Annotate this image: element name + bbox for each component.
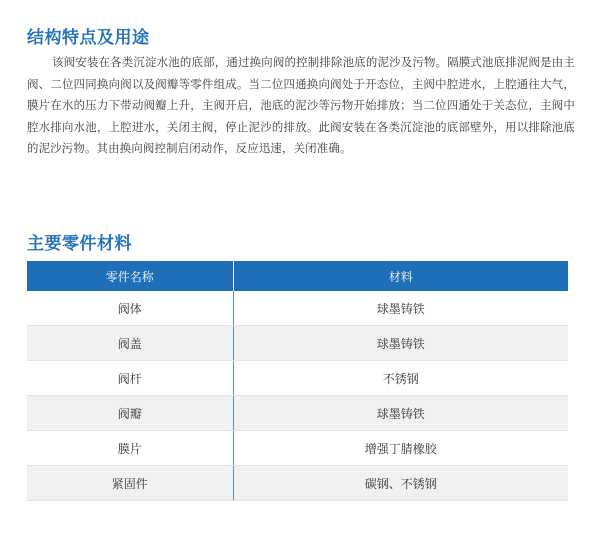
column-header-material: 材料 xyxy=(233,261,568,291)
material-cell: 不锈钢 xyxy=(233,361,568,396)
part-name-cell: 阀瓣 xyxy=(27,396,233,431)
table-header-row xyxy=(27,261,568,291)
materials-table xyxy=(27,261,568,501)
material-cell: 球墨铸铁 xyxy=(233,291,568,326)
material-cell: 增强丁腈橡胶 xyxy=(233,431,568,466)
material-cell: 碳钢、不锈钢 xyxy=(233,466,568,501)
table-row xyxy=(27,431,568,466)
part-name-cell: 阀体 xyxy=(27,291,233,326)
section-title-structure-purpose: 结构特点及用途 xyxy=(27,28,150,48)
part-name-cell: 紧固件 xyxy=(27,466,233,501)
table-row xyxy=(27,466,568,501)
part-name-cell: 膜片 xyxy=(27,431,233,466)
part-name-cell: 阀盖 xyxy=(27,326,233,361)
table-row xyxy=(27,396,568,431)
table-row xyxy=(27,326,568,361)
material-cell: 球墨铸铁 xyxy=(233,326,568,361)
table-row xyxy=(27,361,568,396)
column-header-part-name: 零件名称 xyxy=(27,261,233,291)
material-cell: 球墨铸铁 xyxy=(233,396,568,431)
table-row xyxy=(27,291,568,326)
description-paragraph: 该阀安装在各类沉淀水池的底部，通过换向阀的控制排除池底的泥沙及污物。隔膜式池底排泥阀是由主阀、二位四同换向阀以及阀瓣等零件组成。当二位四通换向阀处于开态位，主阀中腔进水，上腔通往大气，膜片在水的压力下带动阀瓣上升，主阀开启，池底的泥沙等污物开始排放；当二位四通处于关态位，主阀中腔水排向水池，上腔进水，关闭主阀，停止泥沙的排放。此阀安装在各类沉淀池的底部壁外，用以排除池底的泥沙污物。其由换向阀控制启闭动作，反应迅速，关闭准确。 xyxy=(27,55,575,156)
part-name-cell: 阀杆 xyxy=(27,361,233,396)
section-title-main-materials: 主要零件材料 xyxy=(27,234,132,254)
